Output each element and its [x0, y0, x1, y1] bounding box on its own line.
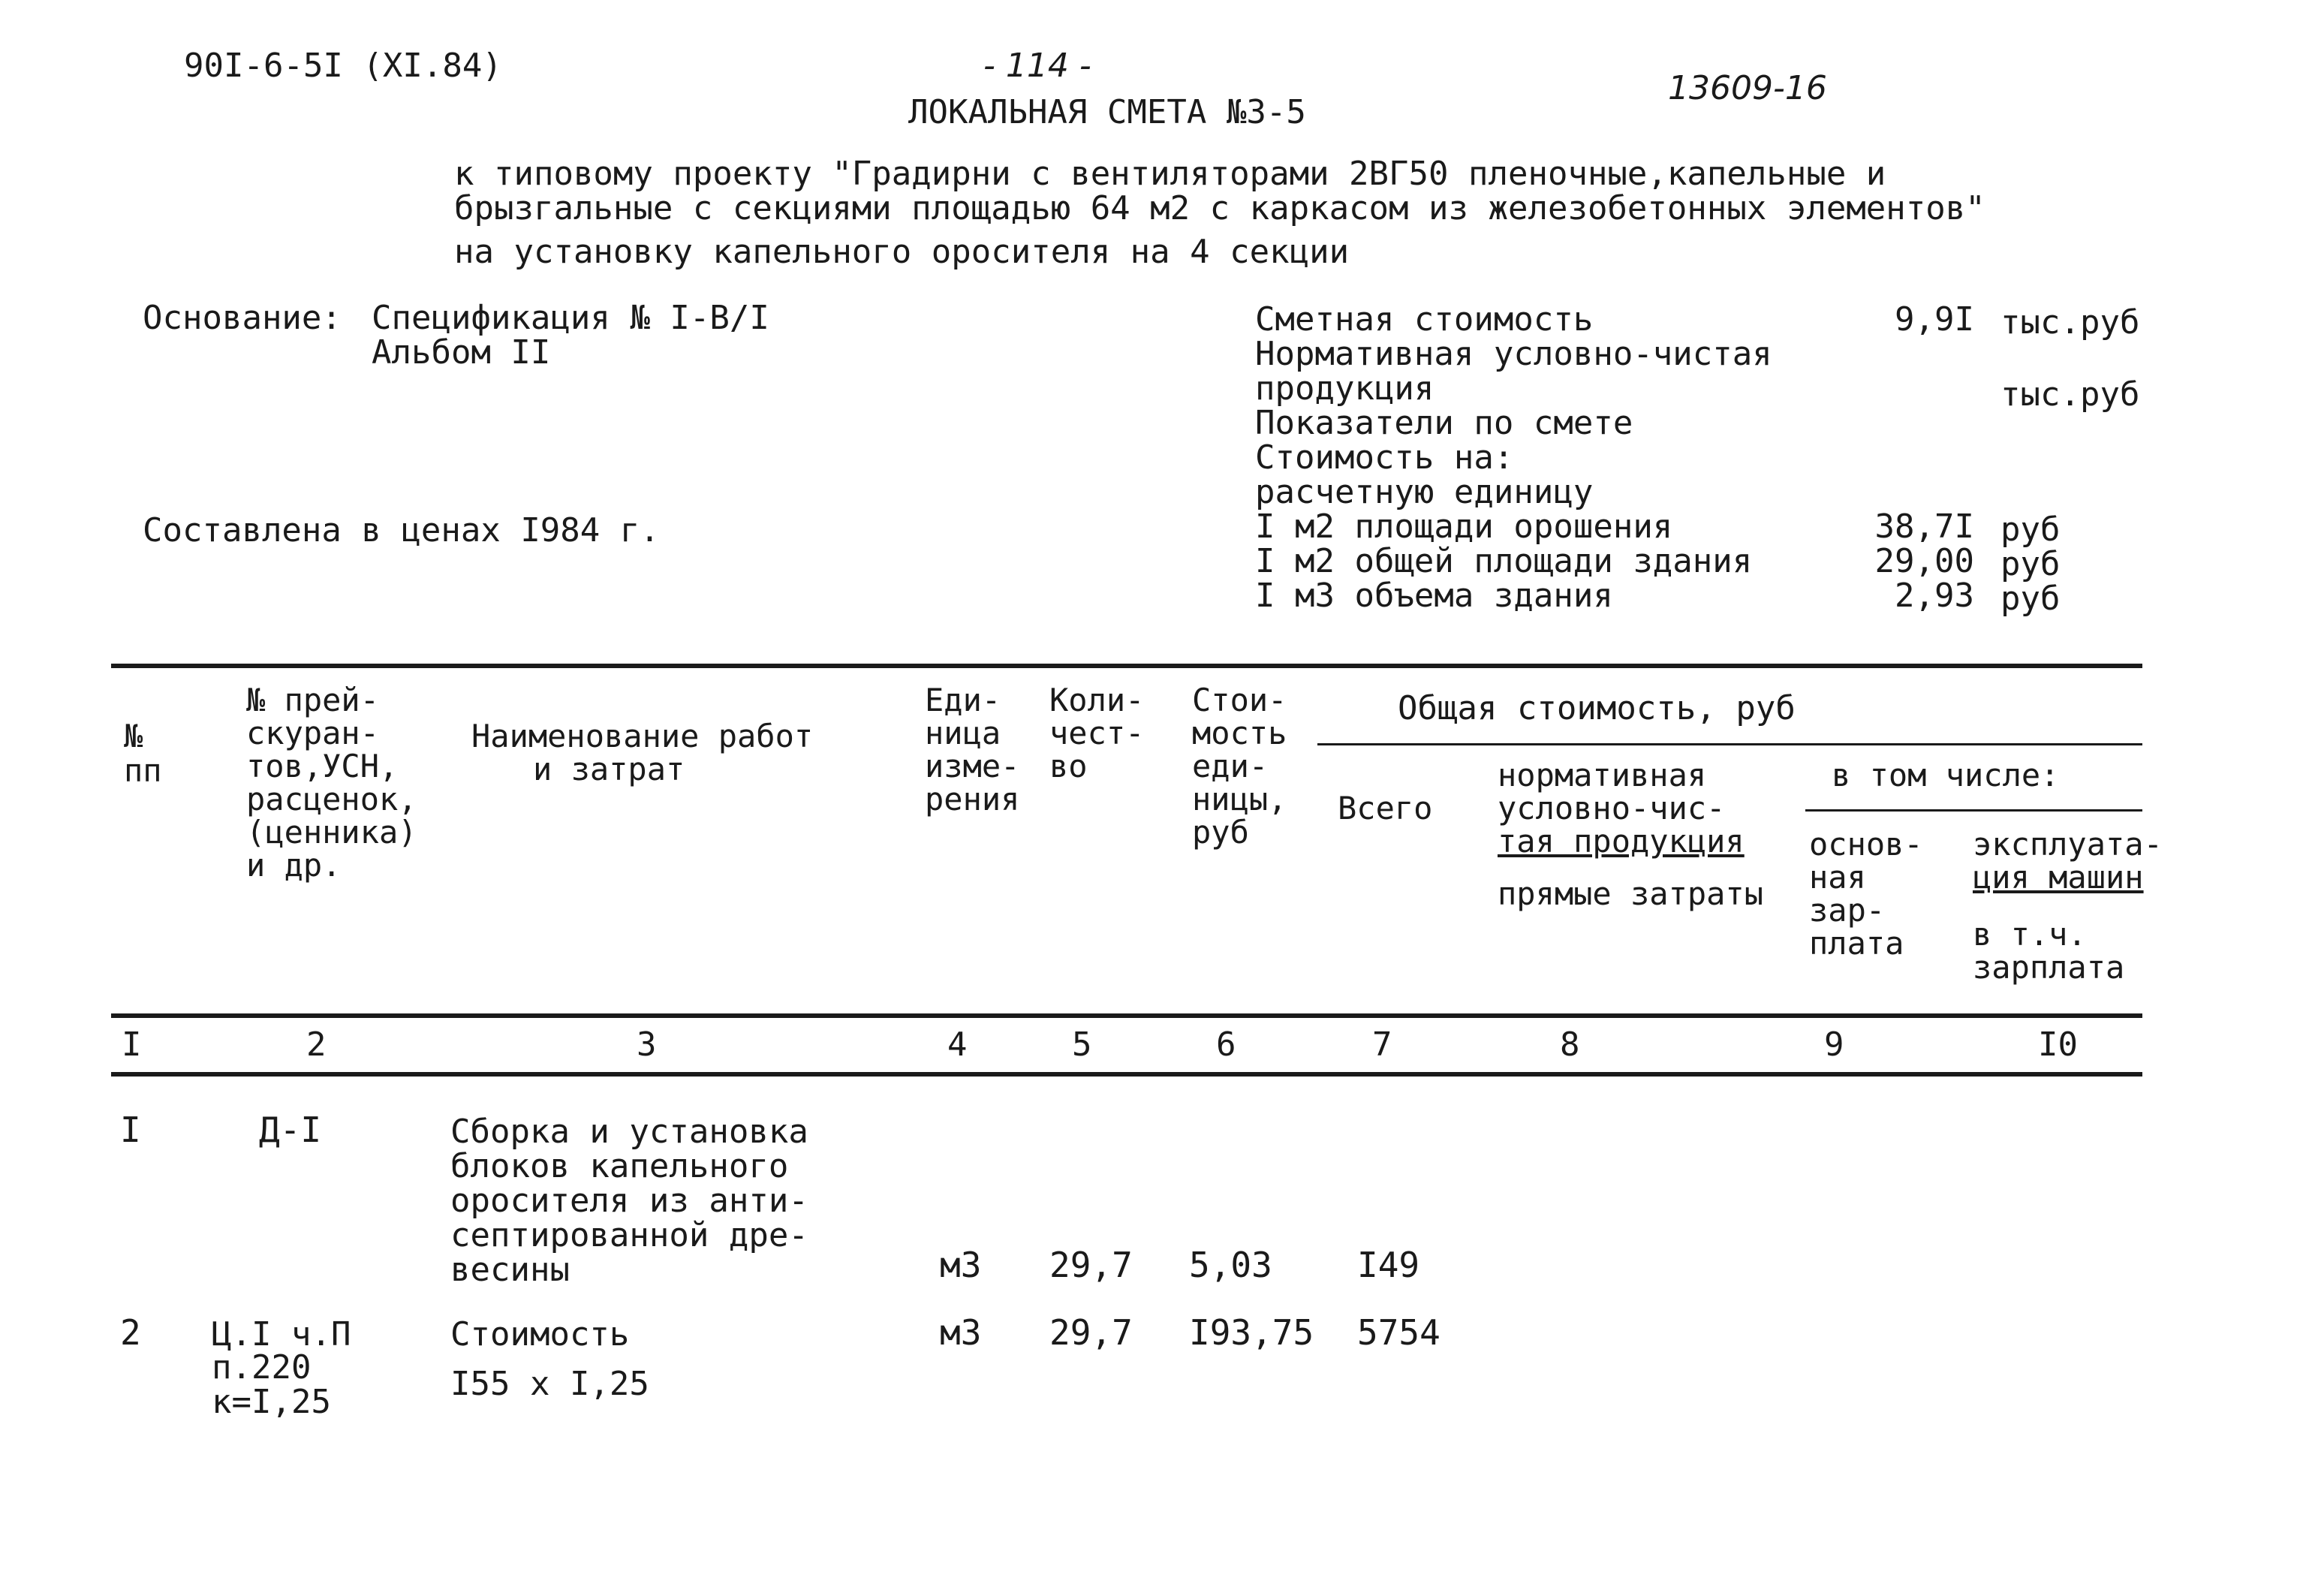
- col-6-header-line: руб: [1192, 814, 1249, 851]
- row-number: 2: [120, 1312, 141, 1353]
- col-2-header-line: (ценника): [246, 814, 417, 851]
- price-level: Составлена в ценах I984 г.: [143, 511, 660, 550]
- column-number: 9: [1824, 1025, 1844, 1064]
- row-unit: м3: [940, 1312, 982, 1353]
- column-number: 4: [947, 1025, 968, 1064]
- row-price-reference-line: Ц.I ч.П: [212, 1315, 351, 1354]
- col-8-header-line: нормативная: [1498, 757, 1707, 793]
- basis-specification: Спецификация № I-В/I: [372, 299, 769, 337]
- col-10-sub-header-line: в т.ч.: [1973, 916, 2087, 953]
- indicators-label: Показатели по смете: [1255, 404, 1633, 442]
- col-6-header-line: ницы,: [1192, 781, 1287, 818]
- column-number: I: [122, 1025, 142, 1064]
- total-group-rule: [1317, 743, 2142, 745]
- column-number: 7: [1372, 1025, 1392, 1064]
- row-unit: м3: [940, 1245, 982, 1285]
- row-work-name-line: весины: [450, 1251, 570, 1289]
- col-1-header-line: №: [124, 718, 143, 754]
- col-3-header-line: Наименование работ: [471, 718, 814, 754]
- column-number: I0: [2038, 1025, 2078, 1064]
- col-4-header-line: рения: [925, 781, 1020, 818]
- col-10-sub-header-line: зарплата: [1973, 949, 2125, 986]
- normative-label-1: Нормативная условно-чистая: [1255, 335, 1772, 373]
- indicator-value: 38,7I: [1874, 507, 1974, 546]
- indicator-unit: руб: [2000, 545, 2061, 583]
- col-8-header-line: условно-чис-: [1498, 790, 1726, 827]
- col-10-header-line: ция машин: [1973, 859, 2144, 896]
- column-number: 3: [637, 1025, 657, 1064]
- row-quantity: 29,7: [1049, 1312, 1133, 1353]
- row-price-reference: Д-I: [259, 1110, 322, 1150]
- indicator-label: I м2 площади орошения: [1255, 507, 1673, 546]
- archive-number: 13609-16: [1668, 69, 1827, 107]
- col-6-header-line: еди-: [1192, 748, 1269, 784]
- col-8-header-line: тая продукция: [1498, 823, 1745, 860]
- col-9-header-line: основ-: [1809, 826, 1923, 863]
- indicator-label: I м3 объема здания: [1255, 577, 1613, 615]
- table-top-rule: [111, 664, 2142, 668]
- column-number: 8: [1560, 1025, 1580, 1064]
- row-work-name-line: I55 x I,25: [450, 1365, 649, 1403]
- row-total-cost: I49: [1357, 1245, 1420, 1285]
- col-2-header-line: № прей-: [246, 682, 380, 718]
- row-work-name-line: септированной дре-: [450, 1216, 808, 1254]
- col-4-header-line: изме-: [925, 748, 1020, 784]
- col-9-header-line: ная: [1809, 859, 1866, 896]
- col-6-header-line: Стои-: [1192, 682, 1287, 718]
- indicator-value: 2,93: [1895, 577, 1974, 615]
- col-5-header-line: чест-: [1049, 715, 1145, 751]
- col-5-header-line: во: [1049, 748, 1088, 784]
- basis-album: Альбом II: [372, 333, 551, 372]
- col-3-header-line: и затрат: [533, 751, 685, 787]
- subtitle-line-1: к типовому проекту "Градирни с вентиляторами 2ВГ50 пленочные,капельные и: [454, 155, 1886, 193]
- col-6-header-line: мость: [1192, 715, 1287, 751]
- column-numbers-rule: [111, 1072, 2142, 1077]
- including-header: в том числе:: [1832, 757, 2060, 793]
- column-number: 6: [1216, 1025, 1236, 1064]
- indicator-label: I м2 общей площади здания: [1255, 542, 1753, 580]
- basis-label: Основание:: [143, 299, 342, 337]
- estimated-cost-unit: тыс.руб: [2000, 303, 2140, 342]
- estimated-cost-label: Сметная стоимость: [1255, 300, 1594, 339]
- col-2-header-line: и др.: [246, 847, 342, 884]
- col-9-header-line: зар-: [1809, 892, 1886, 929]
- col-4-header-line: Еди-: [925, 682, 1001, 718]
- header-bottom-rule: [111, 1013, 2142, 1018]
- row-price-reference-line: к=I,25: [212, 1383, 331, 1421]
- subtitle-line-2: брызгальные с секциями площадью 64 м2 с каркасом из железобетонных элементов": [454, 189, 1985, 227]
- row-work-name-line: оросителя из анти-: [450, 1182, 808, 1220]
- column-number: 5: [1072, 1025, 1092, 1064]
- row-total-cost: 5754: [1357, 1312, 1440, 1353]
- col-8-sub-header: прямые затраты: [1498, 875, 1764, 912]
- cost-on-label: Стоимость на:: [1255, 438, 1514, 477]
- row-work-name-line: Стоимость: [450, 1315, 630, 1354]
- incl-group-rule: [1805, 809, 2142, 812]
- document-code: 90I-6-5I (XI.84): [184, 47, 502, 85]
- indicator-unit: руб: [2000, 510, 2061, 549]
- row-number: I: [120, 1110, 141, 1150]
- row-quantity: 29,7: [1049, 1245, 1133, 1285]
- col-5-header-line: Коли-: [1049, 682, 1145, 718]
- col-2-header-line: тов,УСН,: [246, 748, 399, 784]
- estimated-cost-value: 9,9I: [1895, 300, 1974, 339]
- column-number: 2: [306, 1025, 327, 1064]
- col-7-header: Всего: [1338, 790, 1433, 827]
- normative-label-2: продукция: [1255, 369, 1434, 408]
- indicator-value: 29,00: [1874, 542, 1974, 580]
- total-cost-group-header: Общая стоимость, руб: [1398, 689, 1796, 727]
- row-price-reference-line: п.220: [212, 1348, 312, 1387]
- col-4-header-line: ница: [925, 715, 1001, 751]
- page-number: - 114 -: [983, 47, 1091, 85]
- row-work-name-line: Сборка и установка: [450, 1113, 808, 1151]
- col-10-header-line: эксплуата-: [1973, 826, 2163, 863]
- col-2-header-line: расценок,: [246, 781, 417, 818]
- row-unit-cost: I93,75: [1189, 1312, 1314, 1353]
- indicator-unit: руб: [2000, 580, 2061, 618]
- subtitle-line-3: на установку капельного оросителя на 4 секции: [454, 233, 1350, 271]
- row-work-name-line: блоков капельного: [450, 1147, 789, 1185]
- normative-unit: тыс.руб: [2000, 375, 2140, 414]
- col-1-header-line: пп: [124, 752, 162, 789]
- document-title: ЛОКАЛЬНАЯ СМЕТА №3-5: [908, 93, 1306, 131]
- row-unit-cost: 5,03: [1189, 1245, 1272, 1285]
- col-9-header-line: плата: [1809, 925, 1904, 962]
- unit-label: расчетную единицу: [1255, 473, 1594, 511]
- col-2-header-line: скуран-: [246, 715, 380, 751]
